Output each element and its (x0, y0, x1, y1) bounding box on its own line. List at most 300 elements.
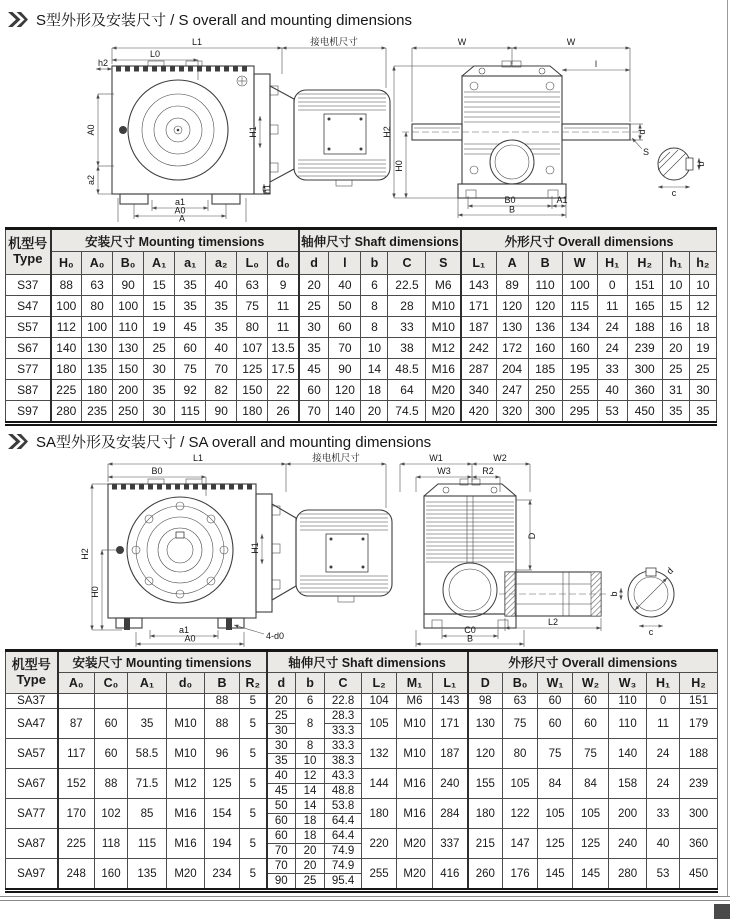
header-cell: R₂ (240, 673, 267, 694)
data-cell: 25 (662, 359, 689, 380)
data-cell: 0 (647, 694, 680, 709)
data-cell: 60 (573, 709, 609, 739)
type-header (6, 651, 58, 694)
data-cell: 11 (597, 296, 627, 317)
data-cell: M16 (426, 359, 461, 380)
data-cell: 43.3 (325, 769, 362, 784)
group-header: 轴伸尺寸 Shaft dimensions (267, 651, 468, 673)
data-cell: 135 (128, 859, 167, 891)
data-cell: 158 (609, 769, 647, 799)
header-cell: H₁ (597, 252, 627, 275)
dim-label-a1: a1 (178, 625, 190, 635)
data-cell: 255 (362, 859, 397, 891)
data-cell: 64.4 (325, 814, 362, 829)
data-cell: 80 (503, 739, 538, 769)
data-cell: 110 (113, 317, 144, 338)
data-cell: 35 (662, 401, 689, 424)
data-cell: 45 (299, 359, 329, 380)
header-cell: W (562, 252, 597, 275)
data-cell: 15 (144, 275, 175, 296)
data-cell: 300 (680, 799, 718, 829)
data-cell: M10 (397, 709, 433, 739)
data-cell: 180 (237, 401, 268, 424)
data-cell: 84 (573, 769, 609, 799)
data-cell: 120 (468, 739, 503, 769)
data-cell: 84 (538, 769, 573, 799)
data-cell: 70 (267, 844, 296, 859)
data-cell: 187 (433, 739, 468, 769)
header-cell: a₁ (175, 252, 206, 275)
table-row (6, 401, 717, 424)
dim-label-l1: L1 (191, 37, 203, 47)
data-cell: 240 (433, 769, 468, 799)
data-cell: 31 (662, 380, 689, 401)
data-cell: 75 (573, 739, 609, 769)
section-title-s: S型外形及安装尺寸 / S overall and mounting dimensions (36, 12, 412, 29)
header-cell: S (426, 252, 461, 275)
dim-label-b: B (508, 204, 516, 215)
table-row (6, 338, 717, 359)
data-cell: 143 (461, 275, 496, 296)
data-cell: 85 (128, 799, 167, 829)
header-cell: A₀ (82, 252, 113, 275)
row-type: S57 (6, 317, 51, 338)
data-cell: 120 (329, 380, 361, 401)
data-cell: 151 (627, 275, 662, 296)
data-cell: 13.5 (268, 338, 299, 359)
data-cell: 450 (627, 401, 662, 424)
data-cell: 33 (597, 359, 627, 380)
data-cell: 89 (496, 275, 528, 296)
data-cell: 88 (95, 769, 128, 799)
dim-label-l2: L2 (547, 617, 559, 627)
data-cell: 165 (627, 296, 662, 317)
data-cell: 74.5 (388, 401, 426, 424)
data-cell: 150 (237, 380, 268, 401)
table-row (6, 709, 718, 724)
header-cell: H₂ (627, 252, 662, 275)
data-cell: 8 (296, 709, 325, 739)
table-row (6, 739, 718, 754)
dim-label-l: l (595, 59, 597, 69)
data-cell: 195 (562, 359, 597, 380)
data-cell: 125 (205, 769, 240, 799)
data-cell: M20 (167, 859, 205, 891)
data-cell: 250 (113, 401, 144, 424)
data-cell: M10 (167, 709, 205, 739)
data-cell: 140 (51, 338, 82, 359)
data-cell: 40 (267, 769, 296, 784)
data-cell: 75 (175, 359, 206, 380)
dim-label-w2: W2 (493, 453, 507, 463)
table-row (6, 317, 717, 338)
dim-label-l1: L1 (192, 453, 204, 463)
data-cell: 50 (267, 799, 296, 814)
data-cell: 247 (496, 380, 528, 401)
data-cell: 14 (361, 359, 388, 380)
section-marker-icon (7, 433, 28, 450)
data-cell: 24 (597, 338, 627, 359)
data-cell: 98 (468, 694, 503, 709)
header-cell: l (329, 252, 361, 275)
data-cell: 9 (268, 275, 299, 296)
data-cell (95, 694, 128, 709)
data-cell: 35 (206, 296, 237, 317)
data-cell: 25 (144, 338, 175, 359)
data-cell: 60 (95, 739, 128, 769)
data-cell: 6 (361, 275, 388, 296)
sa-type-drawings (0, 452, 730, 648)
data-cell: 11 (647, 709, 680, 739)
data-cell: 187 (461, 317, 496, 338)
data-cell: 25 (296, 874, 325, 891)
data-cell: 35 (144, 380, 175, 401)
data-cell: 295 (562, 401, 597, 424)
dim-label-h0: H0 (90, 586, 100, 598)
bolt-hole-note: 4-d0 (266, 631, 285, 641)
data-cell: 5 (240, 829, 267, 859)
data-cell: 90 (329, 359, 361, 380)
table-row (6, 275, 717, 296)
shaft-section (658, 148, 690, 180)
data-cell: 147 (503, 829, 538, 859)
data-cell: 144 (362, 769, 397, 799)
data-cell: 180 (82, 380, 113, 401)
data-cell: 74.9 (325, 859, 362, 874)
data-cell: 50 (329, 296, 361, 317)
data-cell: 70 (206, 359, 237, 380)
type-header-line: 机型号 (11, 656, 51, 672)
data-cell: 235 (82, 401, 113, 424)
data-cell: 337 (433, 829, 468, 859)
data-cell: 240 (609, 829, 647, 859)
data-cell: 172 (496, 338, 528, 359)
header-cell: L₀ (237, 252, 268, 275)
row-type: SA97 (6, 859, 58, 891)
header-cell: C₀ (95, 673, 128, 694)
data-cell: 180 (362, 799, 397, 829)
sa-dimensions-table (5, 649, 718, 893)
data-cell: 220 (362, 829, 397, 859)
oil-plug (119, 126, 127, 134)
data-cell: 35 (267, 754, 296, 769)
data-cell: 35 (128, 709, 167, 739)
data-cell: 14 (296, 784, 325, 799)
data-cell: 24 (647, 739, 680, 769)
table-row (6, 380, 717, 401)
data-cell: 40 (597, 380, 627, 401)
data-cell: 115 (175, 401, 206, 424)
dim-label-h2-top: h2 (97, 58, 109, 68)
data-cell: 63 (503, 694, 538, 709)
header-cell: A₁ (128, 673, 167, 694)
data-cell: 185 (528, 359, 562, 380)
data-cell: 40 (647, 829, 680, 859)
data-cell: 30 (689, 380, 716, 401)
header-cell: B₀ (503, 673, 538, 694)
dim-label-a0: A0 (184, 633, 196, 644)
data-cell: 104 (362, 694, 397, 709)
data-cell: M10 (426, 296, 461, 317)
data-cell: 38 (388, 338, 426, 359)
data-cell: 110 (609, 709, 647, 739)
header-cell: a₂ (206, 252, 237, 275)
data-cell: 160 (528, 338, 562, 359)
data-cell: M10 (397, 739, 433, 769)
dim-label-s: S (643, 147, 650, 157)
dim-label-key-d: d (664, 565, 676, 577)
dim-label-a0-side: A0 (86, 124, 96, 136)
header-cell: M₁ (397, 673, 433, 694)
section-header-sa (7, 431, 431, 452)
data-cell: M6 (426, 275, 461, 296)
data-cell: 284 (433, 799, 468, 829)
data-cell: 60 (175, 338, 206, 359)
data-cell: 239 (680, 769, 718, 799)
data-cell: 96 (205, 739, 240, 769)
data-cell: 75 (237, 296, 268, 317)
data-cell: 130 (496, 317, 528, 338)
row-type: SA77 (6, 799, 58, 829)
data-cell: 60 (267, 814, 296, 829)
page-border-right (727, 0, 728, 897)
data-cell: 35 (299, 338, 329, 359)
data-cell: 242 (461, 338, 496, 359)
type-header-line: 机型号 (8, 236, 48, 252)
data-cell (167, 694, 205, 709)
data-cell: 118 (95, 829, 128, 859)
data-cell: 20 (296, 859, 325, 874)
data-cell: 120 (528, 296, 562, 317)
group-header: 安装尺寸 Mounting timensions (58, 651, 267, 673)
data-cell: 255 (562, 380, 597, 401)
data-cell: M20 (426, 380, 461, 401)
type-header-line: Type (16, 671, 46, 687)
data-cell: 179 (680, 709, 718, 739)
data-cell: 20 (361, 401, 388, 424)
dim-label-key-c: c (648, 627, 654, 637)
data-cell: 125 (237, 359, 268, 380)
s-side-view (382, 37, 706, 218)
header-cell: B (205, 673, 240, 694)
data-cell: 25 (267, 709, 296, 724)
data-cell: 80 (237, 317, 268, 338)
header-cell: W₂ (573, 673, 609, 694)
dim-label-h2: H2 (80, 548, 90, 560)
data-cell: 287 (461, 359, 496, 380)
data-cell: 188 (627, 317, 662, 338)
data-cell: 33.3 (325, 724, 362, 739)
data-cell: 5 (240, 859, 267, 891)
data-cell: 40 (206, 338, 237, 359)
data-cell: 145 (538, 859, 573, 891)
dim-label-a1-side: A1 (556, 195, 568, 205)
data-cell: 82 (206, 380, 237, 401)
table-row (6, 769, 718, 784)
data-cell: 25 (299, 296, 329, 317)
data-cell: 130 (113, 338, 144, 359)
data-cell: 15 (662, 296, 689, 317)
dim-label-r2: R2 (482, 466, 494, 476)
data-cell: M20 (426, 401, 461, 424)
data-cell: 10 (296, 754, 325, 769)
data-cell: 35 (206, 317, 237, 338)
data-cell: 115 (562, 296, 597, 317)
data-cell: 38.3 (325, 754, 362, 769)
data-cell: 260 (468, 859, 503, 891)
data-cell: 60 (95, 709, 128, 739)
data-cell: 130 (82, 338, 113, 359)
header-cell: h₁ (662, 252, 689, 275)
row-type: SA47 (6, 709, 58, 739)
dim-label-d-dim: D (527, 532, 537, 540)
data-cell: 80 (82, 296, 113, 317)
data-cell: 300 (528, 401, 562, 424)
dim-label-a2: a2 (86, 174, 96, 186)
data-cell: 215 (468, 829, 503, 859)
data-cell: 0 (597, 275, 627, 296)
data-cell: 117 (58, 739, 95, 769)
header-cell: b (296, 673, 325, 694)
data-cell: 152 (58, 769, 95, 799)
data-cell: 33 (647, 799, 680, 829)
dim-label-b: B (466, 633, 474, 644)
data-cell: 125 (538, 829, 573, 859)
header-cell: B₀ (113, 252, 144, 275)
data-cell: 8 (361, 296, 388, 317)
data-cell: 24 (597, 317, 627, 338)
data-cell: 122 (503, 799, 538, 829)
data-cell: 225 (58, 829, 95, 859)
header-cell: A₁ (144, 252, 175, 275)
data-cell: 45 (175, 317, 206, 338)
data-cell: 20 (267, 694, 296, 709)
header-cell: H₂ (680, 673, 718, 694)
data-cell: M16 (167, 799, 205, 829)
data-cell: 234 (205, 859, 240, 891)
data-cell: 250 (528, 380, 562, 401)
data-cell: 12 (296, 769, 325, 784)
data-cell: 30 (267, 739, 296, 754)
data-cell: 18 (361, 380, 388, 401)
dim-label-key-c: c (671, 188, 677, 198)
data-cell: 53.8 (325, 799, 362, 814)
data-cell: 110 (609, 694, 647, 709)
data-cell: M12 (167, 769, 205, 799)
data-cell: 64.4 (325, 829, 362, 844)
data-cell: M6 (397, 694, 433, 709)
dim-label-h1: H1 (250, 542, 260, 554)
header-cell: d₀ (167, 673, 205, 694)
data-cell: 88 (51, 275, 82, 296)
data-cell: 12 (689, 296, 716, 317)
data-cell: 5 (240, 709, 267, 739)
data-cell: 22.8 (325, 694, 362, 709)
data-cell (128, 694, 167, 709)
header-cell: C (325, 673, 362, 694)
data-cell: 416 (433, 859, 468, 891)
data-cell: 20 (299, 275, 329, 296)
group-header: 外形尺寸 Overall dimensions (461, 229, 716, 252)
data-cell: 33.3 (325, 739, 362, 754)
data-cell: 10 (689, 275, 716, 296)
data-cell: 90 (113, 275, 144, 296)
data-cell: 60 (329, 317, 361, 338)
data-cell: 88 (205, 709, 240, 739)
data-cell: 10 (361, 338, 388, 359)
group-header: 外形尺寸 Overall dimensions (468, 651, 718, 673)
data-cell: 19 (689, 338, 716, 359)
data-cell: 87 (58, 709, 95, 739)
data-cell: 60 (573, 694, 609, 709)
data-cell: 30 (299, 317, 329, 338)
row-type: SA57 (6, 739, 58, 769)
data-cell: 150 (113, 359, 144, 380)
header-cell: W₃ (609, 673, 647, 694)
table-row (6, 694, 718, 709)
header-cell: L₂ (362, 673, 397, 694)
data-cell: 8 (361, 317, 388, 338)
data-cell: 188 (680, 739, 718, 769)
dim-label-h2-side: H2 (382, 126, 392, 138)
data-cell: 154 (205, 799, 240, 829)
data-cell: M16 (397, 799, 433, 829)
data-cell: 360 (680, 829, 718, 859)
data-cell: 171 (433, 709, 468, 739)
group-header: 轴伸尺寸 Shaft dimensions (299, 229, 461, 252)
data-cell (58, 694, 95, 709)
data-cell: 30 (144, 401, 175, 424)
data-cell: 48.8 (325, 784, 362, 799)
data-cell: 53 (647, 859, 680, 891)
data-cell: 140 (609, 739, 647, 769)
data-cell: 63 (82, 275, 113, 296)
data-cell: 64 (388, 380, 426, 401)
data-cell: 18 (296, 829, 325, 844)
data-cell: 28 (388, 296, 426, 317)
data-cell: 200 (113, 380, 144, 401)
data-cell: 200 (609, 799, 647, 829)
data-cell: 40 (329, 275, 361, 296)
data-cell: 105 (362, 709, 397, 739)
header-cell: H₀ (51, 252, 82, 275)
data-cell: 60 (538, 709, 573, 739)
row-type: S47 (6, 296, 51, 317)
data-cell: 100 (562, 275, 597, 296)
data-cell: 160 (95, 859, 128, 891)
data-cell: 176 (503, 859, 538, 891)
data-cell: 71.5 (128, 769, 167, 799)
data-cell: 5 (240, 694, 267, 709)
dim-label-h1-foot: h1 (262, 183, 272, 195)
data-cell: 30 (267, 724, 296, 739)
data-cell: 10 (662, 275, 689, 296)
data-cell: 40 (206, 275, 237, 296)
data-cell: 48.5 (388, 359, 426, 380)
row-type: S87 (6, 380, 51, 401)
data-cell: 100 (51, 296, 82, 317)
data-cell: 5 (240, 799, 267, 829)
dim-label-key-b: b (696, 161, 706, 167)
data-cell: 60 (267, 829, 296, 844)
data-cell: 6 (296, 694, 325, 709)
data-cell: 63 (237, 275, 268, 296)
data-cell: 120 (496, 296, 528, 317)
data-cell: 18 (296, 814, 325, 829)
data-cell: 88 (205, 694, 240, 709)
section-marker-icon (7, 11, 28, 28)
header-cell: A (496, 252, 528, 275)
